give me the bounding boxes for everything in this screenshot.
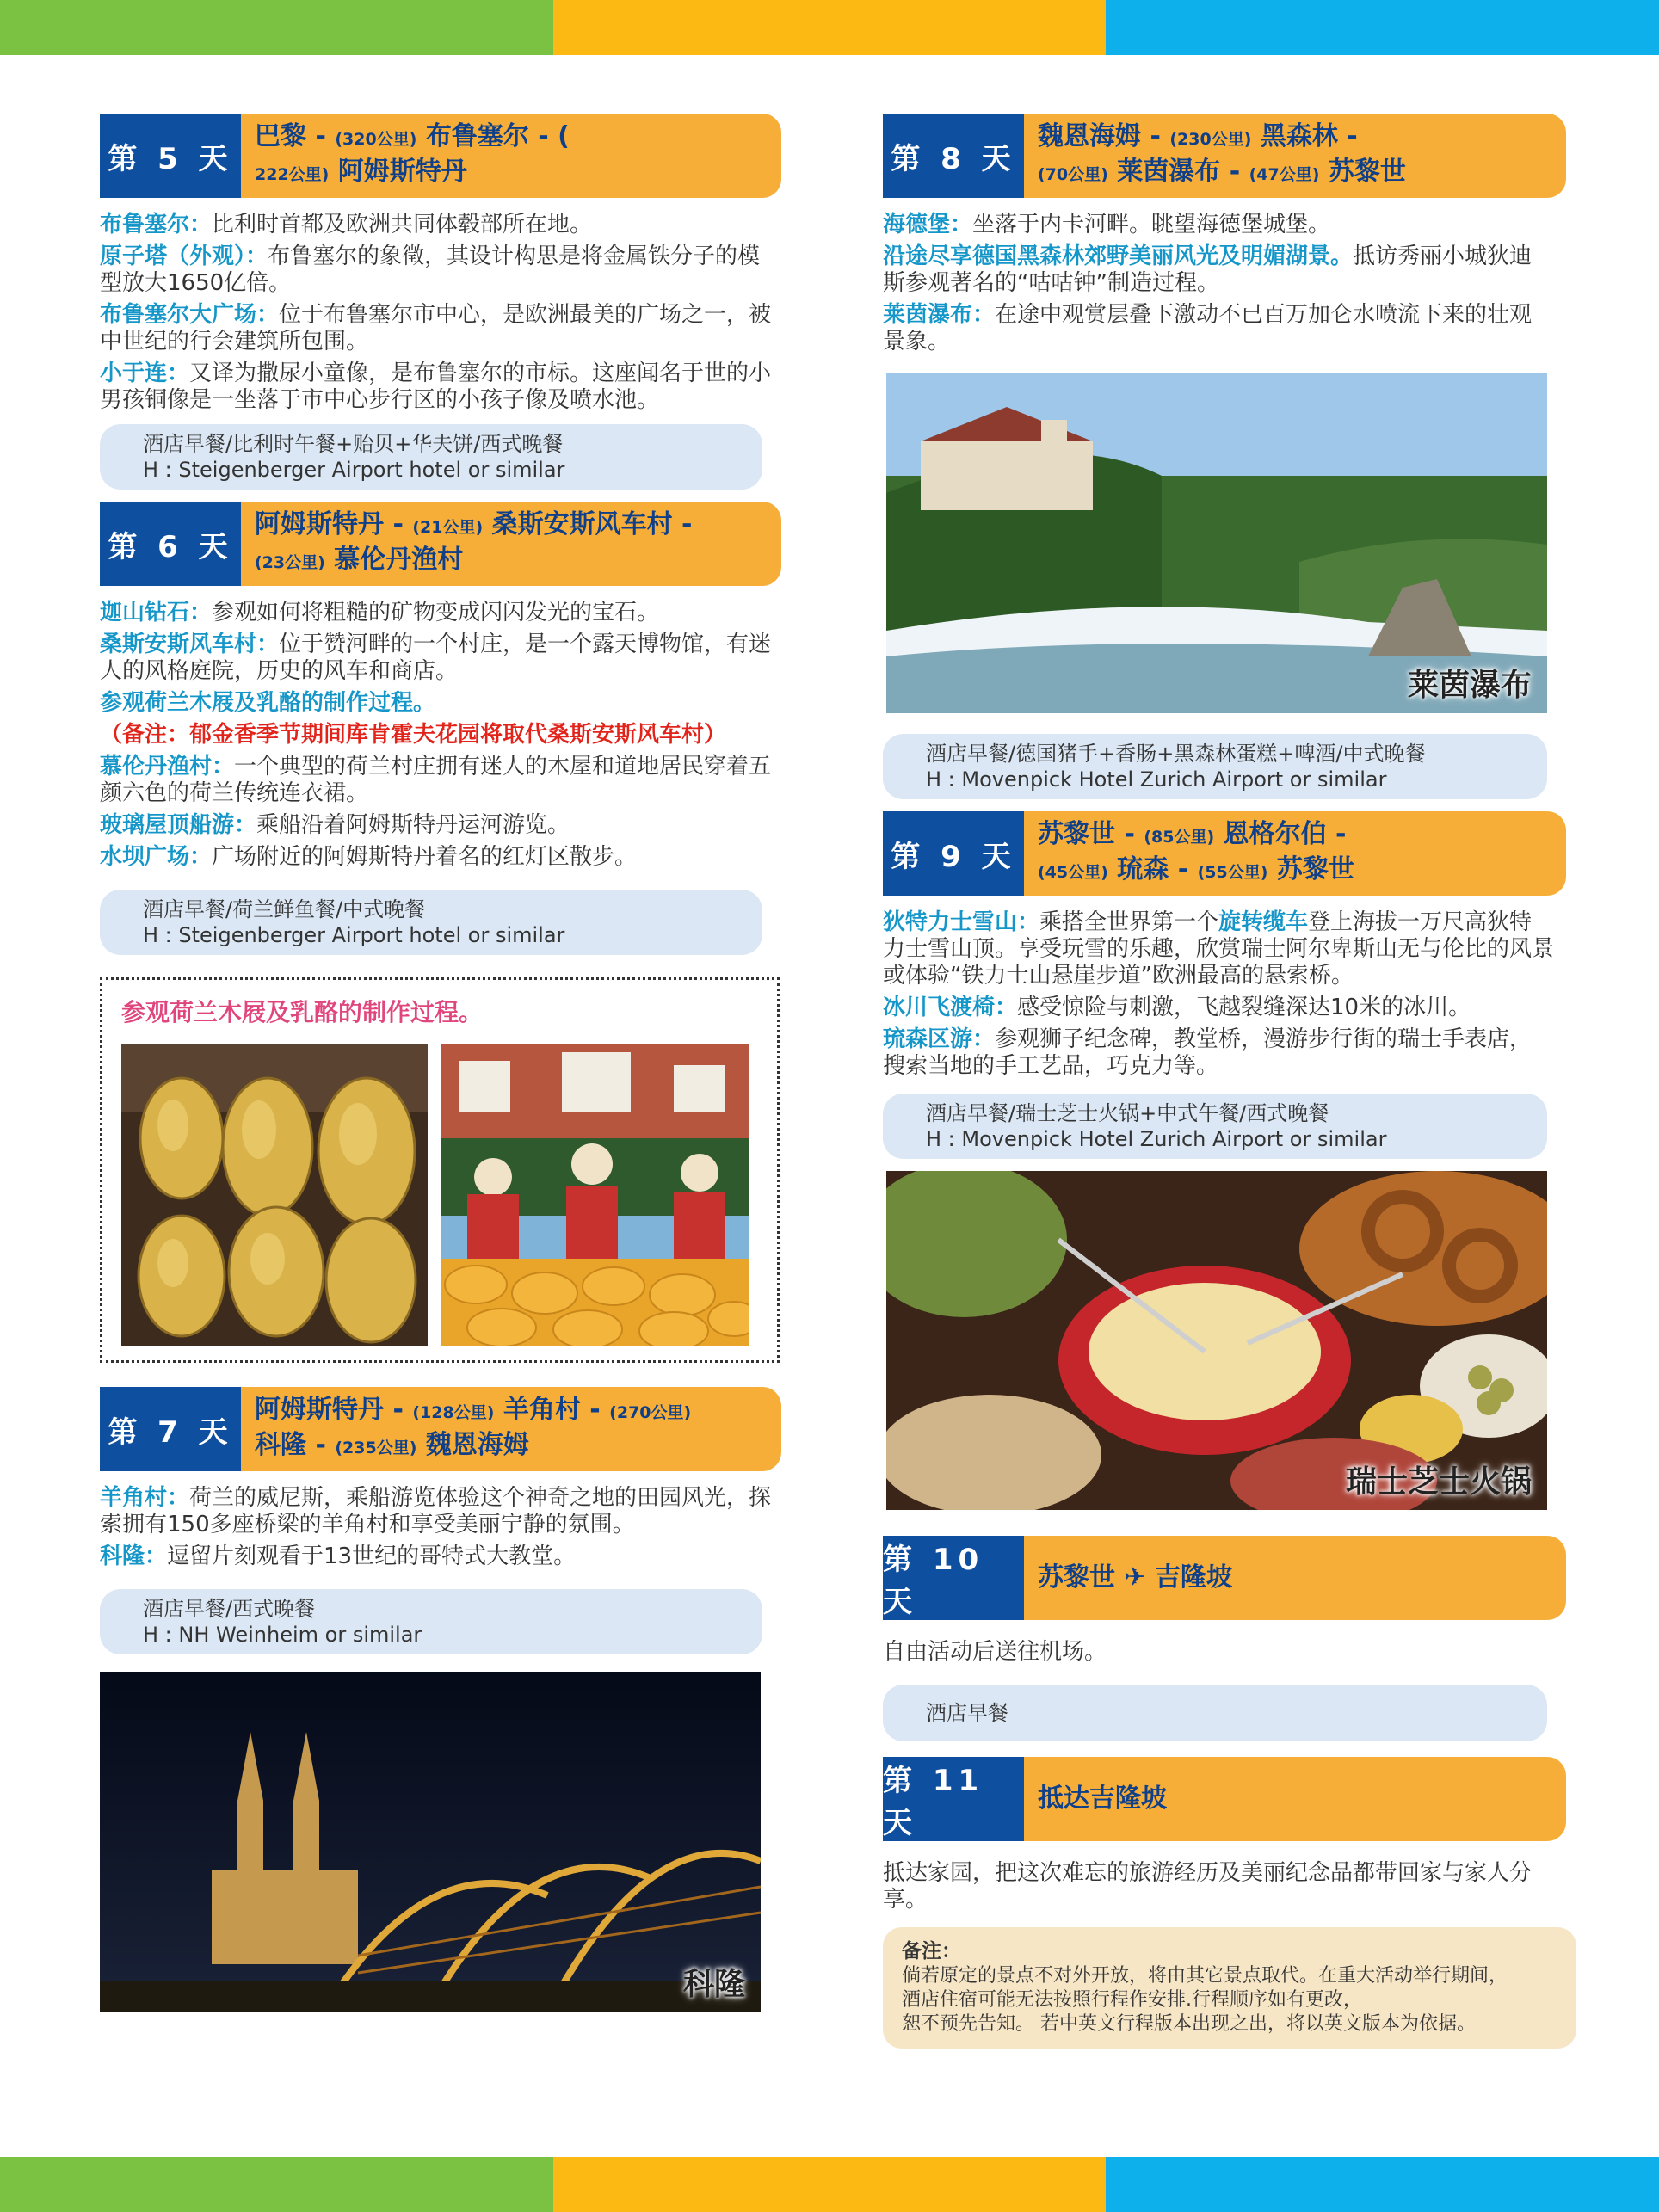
remarks-line: 恕不预先告知。 若中英文行程版本出现之出，将以英文版本为依据。 — [902, 2013, 1476, 2035]
list-item: 莱茵瀑布：在途中观赏层叠下激动不已百万加仑水喷流下来的壮观景象。 — [883, 302, 1533, 354]
list-item: 科隆：逗留片刻观看于13世纪的哥特式大教堂。 — [100, 1543, 577, 1569]
bottom-color-bar — [0, 2157, 1659, 2212]
remarks-box — [883, 1927, 1576, 2049]
day-number: 第 8 天 — [883, 114, 1024, 198]
remarks-line: 酒店住宿可能无法按照行程作安排.行程顺序如有更改， — [902, 1989, 1362, 2011]
day7-header — [100, 1387, 781, 1471]
day6-header — [100, 502, 781, 586]
box-title: 参观荷兰木屐及乳酪的制作过程。 — [121, 998, 484, 1026]
day9-header — [883, 811, 1566, 896]
photo-caption: 瑞士芝士火锅 — [1345, 1464, 1532, 1500]
remarks-line: 倘若原定的景点不对外开放，将由其它景点取代。在重大活动举行期间， — [902, 1965, 1508, 1987]
list-item: 玻璃屋顶船游：乘船沿着阿姆斯特丹运河游览。 — [100, 812, 570, 838]
remarks-title: 备注： — [902, 1940, 961, 1962]
day-number: 第 9 天 — [883, 811, 1024, 896]
day10-meal: 酒店早餐 — [883, 1685, 1547, 1741]
list-item: 慕伦丹渔村：一个典型的荷兰村庄拥有迷人的木屋和道地居民穿着五颜六色的荷兰传统连衣裙。 — [100, 754, 772, 806]
photo-caption: 科隆 — [682, 1967, 745, 2002]
day7-description — [100, 1485, 780, 1570]
plane-icon: ✈ — [1124, 1562, 1146, 1593]
day11-header — [883, 1757, 1566, 1841]
day8-header — [883, 114, 1566, 198]
day10-header — [883, 1536, 1566, 1620]
list-item: 水坝广场：广场附近的阿姆斯特丹着名的红灯区散步。 — [100, 844, 638, 870]
photo-caption: 莱茵瀑布 — [1407, 668, 1532, 703]
day-route: 阿姆斯特丹 - (128公里) 羊角村 - (270公里) 科隆 - (235公里) 魏恩海姆 — [241, 1387, 781, 1471]
day-route: 阿姆斯特丹 - (21公里) 桑斯安斯风车村 - (23公里) 慕伦丹渔村 — [241, 502, 781, 586]
day6-description — [100, 600, 780, 871]
day7-meal-hotel: 酒店早餐/西式晚餐 H : NH Weinheim or similar — [100, 1589, 762, 1654]
day-number: 第 6 天 — [100, 502, 241, 586]
list-item: （备注：郁金香季节期间库肯霍夫花园将取代桑斯安斯风车村） — [100, 722, 727, 748]
day-route: 苏黎世 - (85公里) 恩格尔伯 - (45公里) 琉森 - (55公里) 苏黎世 — [1024, 811, 1566, 896]
top-color-bar — [0, 0, 1659, 55]
day5-header — [100, 114, 781, 198]
list-item: 布鲁塞尔：比利时首都及欧洲共同体毂部所在地。 — [100, 212, 593, 237]
list-item: 原子塔（外观）：布鲁塞尔的象徵，其设计构思是将金属铁分子的模型放大1650亿倍。 — [100, 243, 761, 296]
day5-description — [100, 212, 780, 414]
list-item: 海德堡：坐落于内卡河畔。眺望海德堡城堡。 — [883, 212, 1331, 237]
day-route: 苏黎世 ✈ 吉隆坡 — [1024, 1536, 1566, 1620]
list-item: 迦山钻石：参观如何将粗糙的矿物变成闪闪发光的宝石。 — [100, 600, 660, 625]
fondue-photo — [886, 1171, 1547, 1510]
day11-description: 抵达家园，把这次难忘的旅游经历及美丽纪念品都带回家与家人分享。 — [883, 1860, 1533, 1913]
day5-meal-hotel: 酒店早餐/比利时午餐+贻贝+华夫饼/西式晚餐 H : Steigenberger Airport hotel or similar — [100, 424, 762, 490]
day9-meal-hotel: 酒店早餐/瑞士芝士火锅+中式午餐/西式晚餐 H : Movenpick Hotel Zurich Airport or similar — [883, 1094, 1547, 1159]
day10-description: 自由活动后送往机场。 — [883, 1639, 1107, 1665]
day8-description — [883, 212, 1554, 355]
clog-cheese-box — [100, 977, 780, 1363]
list-item: 狄特力士雪山：乘搭全世界第一个旋转缆车登上海拔一万尺高狄特力士雪山顶。享受玩雪的乐趣，欣赏瑞士阿尔卑斯山无与伦比的风景或体验“铁力士山悬崖步道”欧洲最高的悬索桥。 — [883, 909, 1555, 989]
day-number: 第 10 天 — [883, 1536, 1024, 1620]
list-item: 羊角村：荷兰的威尼斯，乘船游览体验这个神奇之地的田园风光，探索拥有150多座桥梁的羊角村和享受美丽宁静的氛围。 — [100, 1485, 772, 1537]
right-column — [883, 110, 1568, 2049]
list-item: 小于连：又译为撒尿小童像，是布鲁塞尔的市标。这座闻名于世的小男孩铜像是一坐落于市中心步行区的小孩子像及喷水池。 — [100, 360, 772, 413]
day-route: 抵达吉隆坡 — [1024, 1757, 1566, 1841]
list-item: 桑斯安斯风车村：位于赞河畔的一个村庄，是一个露天博物馆，有迷人的风格庭院，历史的风车和商店。 — [100, 632, 772, 684]
day8-meal-hotel: 酒店早餐/德国猪手+香肠+黑森林蛋糕+啤酒/中式晚餐 H : Movenpick Hotel Zurich Airport or similar — [883, 734, 1547, 799]
list-item: 参观荷兰木屐及乳酪的制作过程。 — [100, 690, 436, 716]
list-item: 冰川飞渡椅：感受惊险与刺激，飞越裂缝深达10米的冰川。 — [883, 995, 1471, 1020]
day6-meal-hotel: 酒店早餐/荷兰鲜鱼餐/中式晚餐 H : Steigenberger Airport hotel or similar — [100, 890, 762, 955]
day9-description — [883, 909, 1554, 1080]
rhine-falls-photo — [886, 373, 1547, 713]
left-column — [100, 110, 783, 2012]
cheese-market-photo — [441, 1044, 749, 1346]
list-item: 琉森区游：参观狮子纪念碑，教堂桥，漫游步行街的瑞士手表店，搜索当地的手工艺品，巧克力等。 — [883, 1026, 1533, 1079]
list-item: 布鲁塞尔大广场：位于布鲁塞尔市中心，是欧洲最美的广场之一，被中世纪的行会建筑所包围。 — [100, 302, 772, 354]
clogs-photo — [121, 1044, 428, 1346]
day-number: 第 11 天 — [883, 1757, 1024, 1841]
day-route: 魏恩海姆 - (230公里) 黑森林 - (70公里) 莱茵瀑布 - (47公里) 苏黎世 — [1024, 114, 1566, 198]
day-route: 巴黎 - (320公里) 布鲁塞尔 - ( 222公里) 阿姆斯特丹 — [241, 114, 781, 198]
list-item: 沿途尽享德国黑森林郊野美丽风光及明媚湖景。抵访秀丽小城狄迪斯参观著名的“咕咕钟”制造过程。 — [883, 243, 1533, 296]
day-number: 第 7 天 — [100, 1387, 241, 1471]
day-number: 第 5 天 — [100, 114, 241, 198]
cologne-photo — [100, 1672, 761, 2012]
